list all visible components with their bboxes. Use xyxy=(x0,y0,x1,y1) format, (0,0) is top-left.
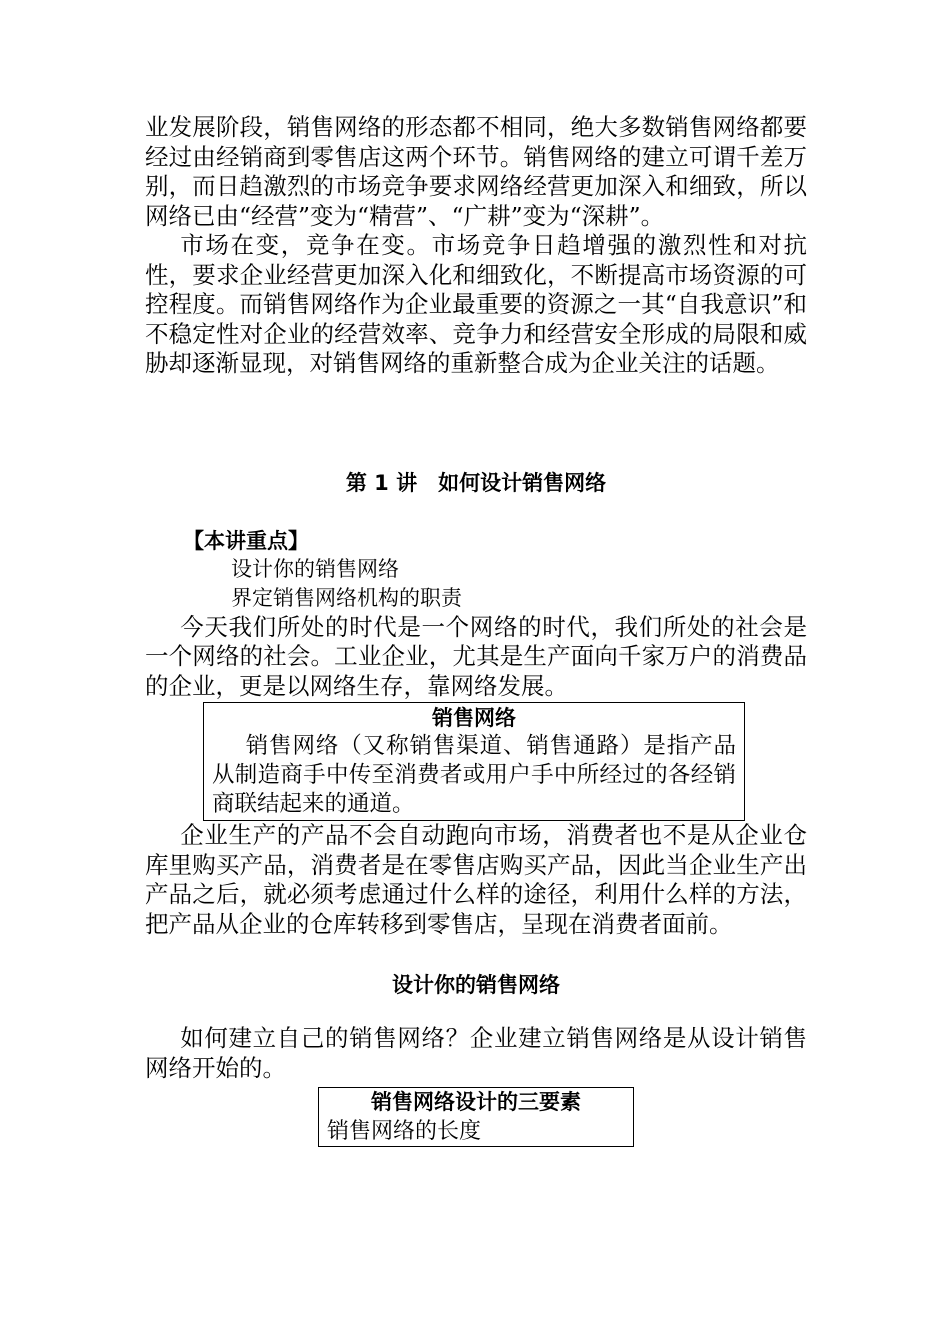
spacer xyxy=(145,379,807,469)
intro-paragraph-1: 业发展阶段，销售网络的形态都不相同，绝大多数销售网络都要经过由经销商到零售店这两个环节。销售网络的建立可谓千差万别，而日趋激烈的市场竞争要求网络经营更加深入和细致，所以网络已由“经营”变为“精营”、“广耕”变为“深耕”。 xyxy=(145,113,807,230)
section-title: 设计你的销售网络 xyxy=(392,973,560,997)
spacer xyxy=(145,939,807,971)
lecture-focus-item: 界定销售网络机构的职责 xyxy=(231,585,462,610)
elements-box-title: 销售网络设计的三要素 xyxy=(371,1090,581,1114)
definition-box-text: 销售网络（又称销售渠道、销售通路）是指产品从制造商手中传至消费者或用户手中所经过的各经销商联结起来的通道。 xyxy=(212,733,736,817)
elements-box xyxy=(318,1087,634,1147)
document-page xyxy=(145,113,807,1147)
lecture-title: 第 1 讲 如何设计销售网络 xyxy=(345,470,607,495)
section-paragraph-1: 如何建立自己的销售网络？企业建立销售网络是从设计销售网络开始的。 xyxy=(145,1024,807,1082)
spacer xyxy=(145,999,807,1024)
intro-paragraph-2: 市场在变，竞争在变。市场竞争日趋增强的激烈性和对抗性，要求企业经营更加深入化和细致化，不断提高市场资源的可控程度。而销售网络作为企业最重要的资源之一其“自我意识”和不稳定性对企业的经营效率、竞争力和经营安全形成的局限和威胁却逐渐显现，对销售网络的重新整合成为企业关注的话题。 xyxy=(145,231,807,377)
elements-box-item: 销售网络的长度 xyxy=(327,1119,482,1144)
lecture-paragraph-2: 企业生产的产品不会自动跑向市场，消费者也不是从企业仓库里购买产品，消费者是在零售店购买产品，因此当企业生产出产品之后，就必须考虑通过什么样的途径，利用什么样的方法，把产品从企业的仓库转移到零售店，呈现在消费者面前。 xyxy=(145,821,807,938)
definition-box xyxy=(203,702,745,821)
lecture-focus-item: 设计你的销售网络 xyxy=(231,556,399,581)
definition-box-title: 销售网络 xyxy=(432,706,516,730)
lecture-paragraph-1: 今天我们所处的时代是一个网络的时代，我们所处的社会是一个网络的社会。工业企业，尤其是生产面向千家万户的消费品的企业，更是以网络生存，靠网络发展。 xyxy=(145,612,807,700)
spacer xyxy=(145,497,807,527)
lecture-focus-label: 【本讲重点】 xyxy=(183,528,309,553)
